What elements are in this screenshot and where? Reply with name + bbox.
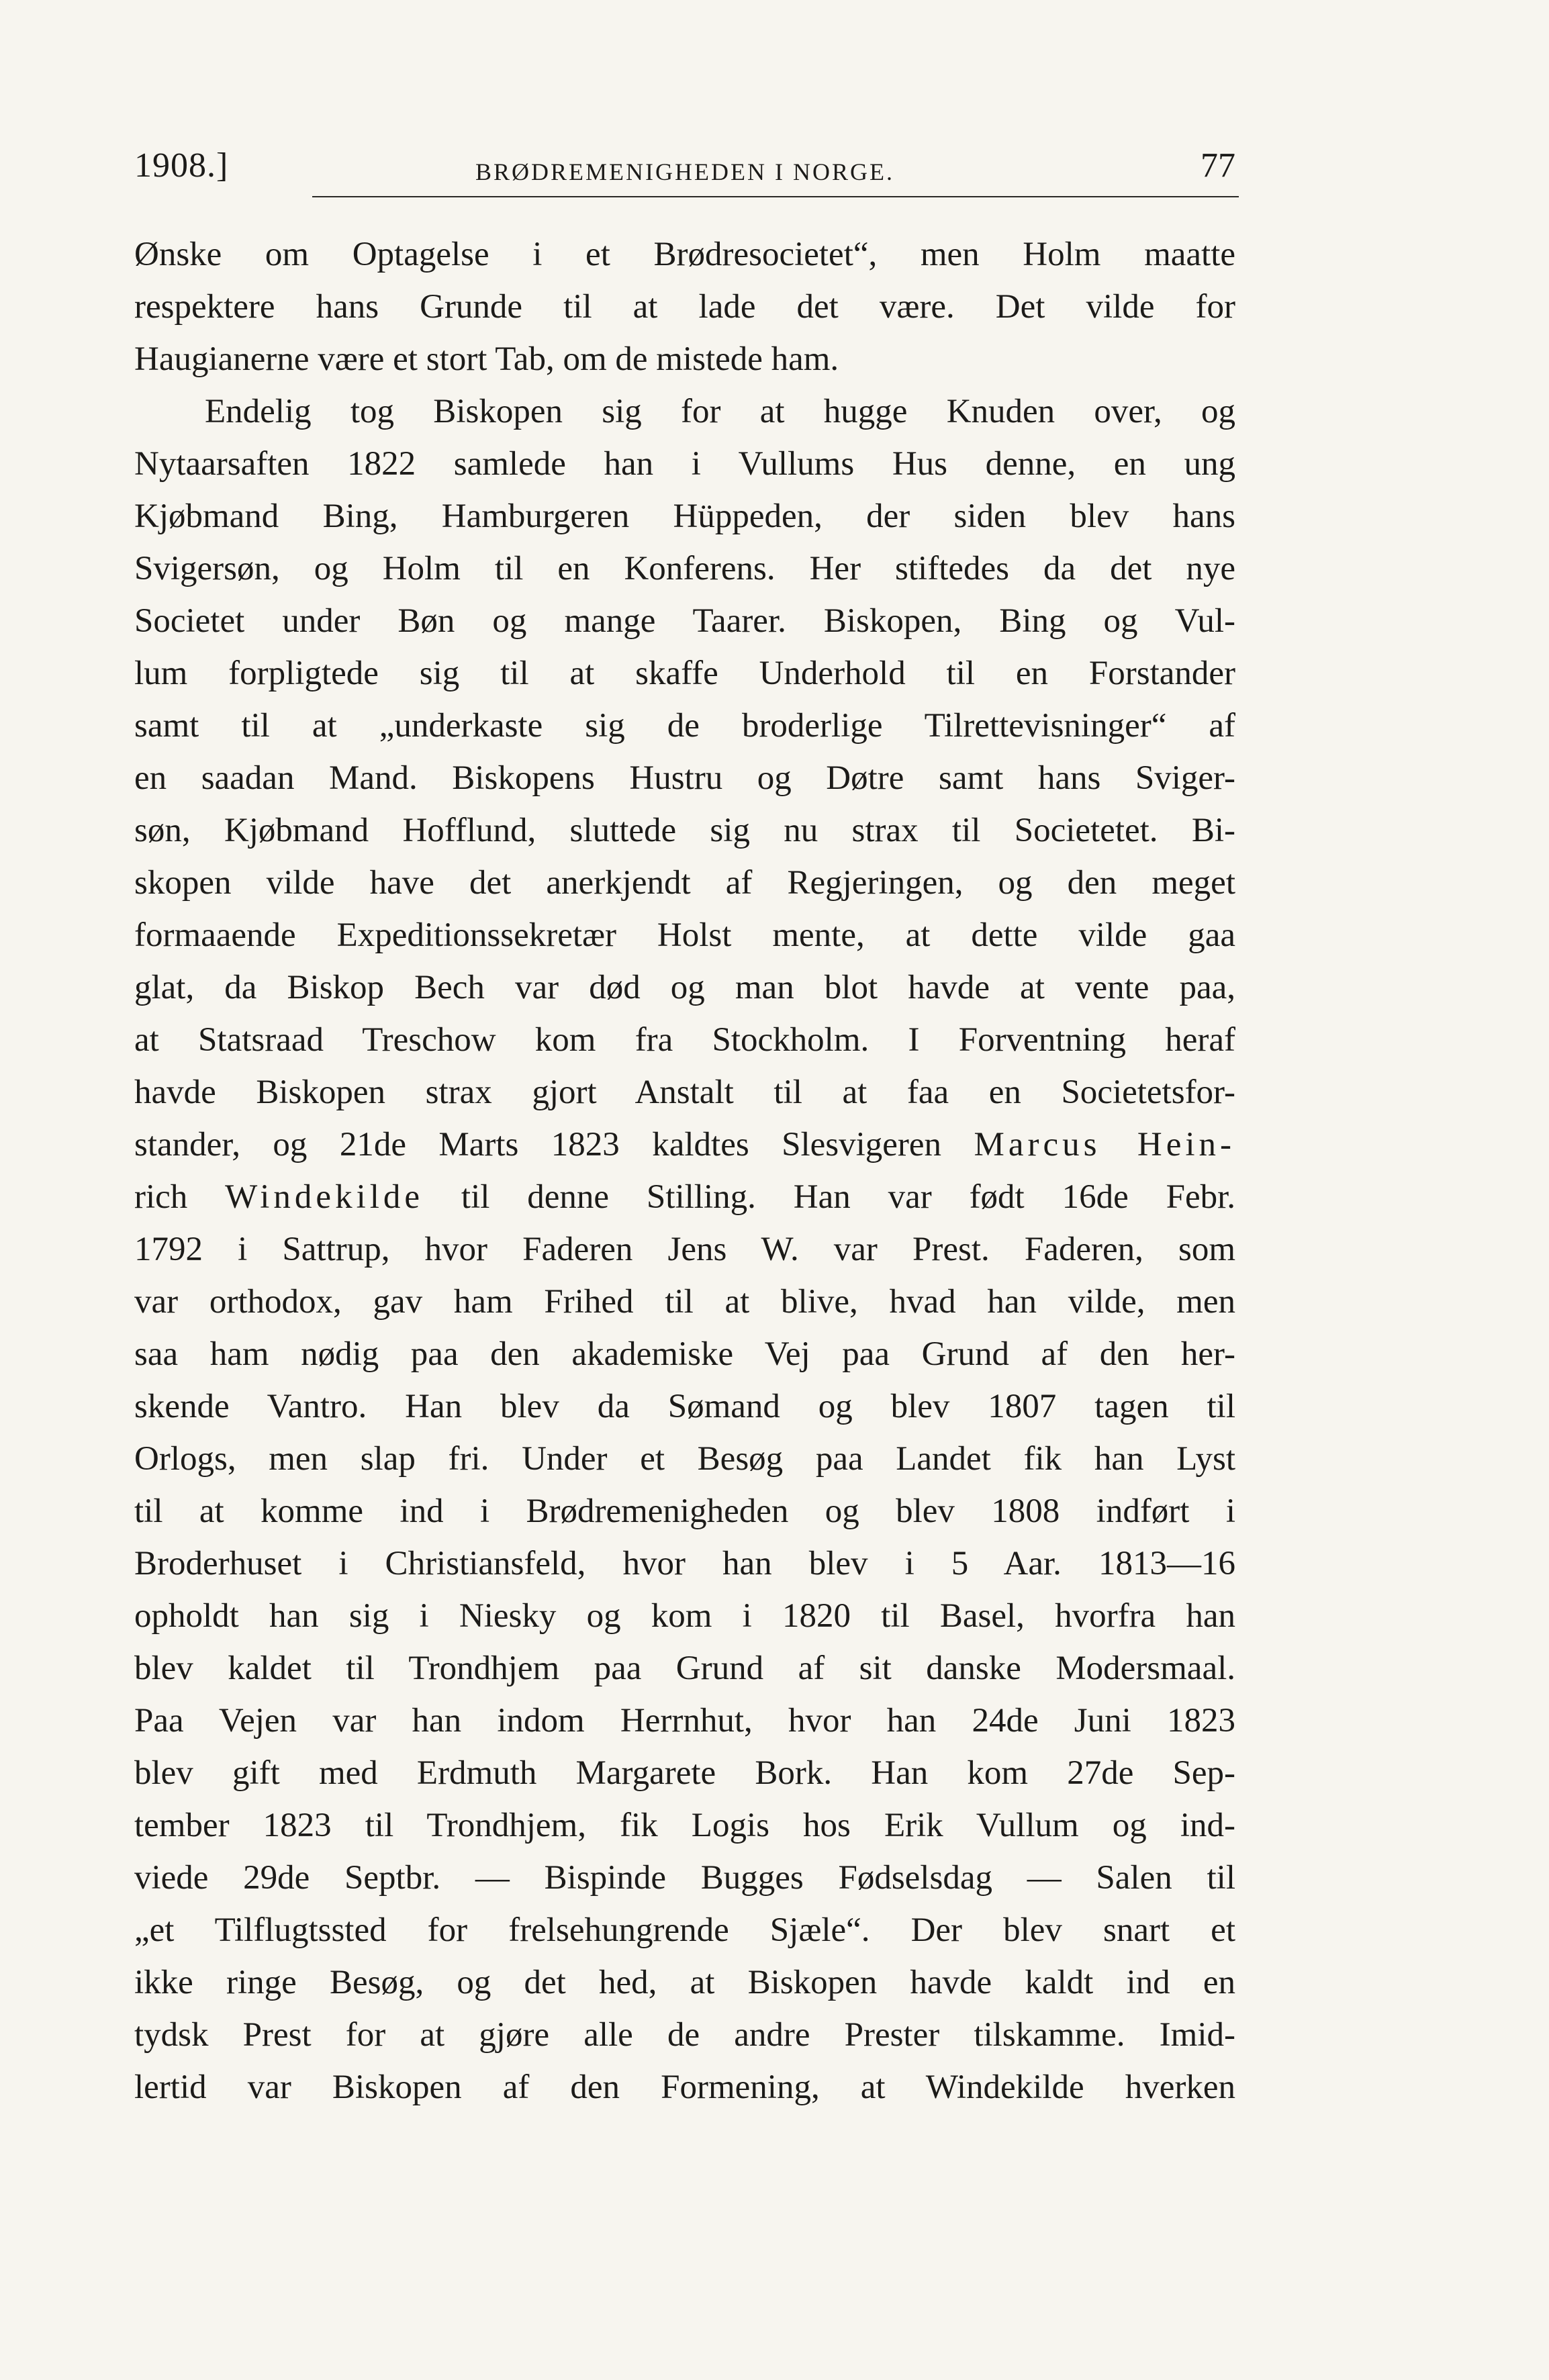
page-header [134, 138, 1235, 198]
text-line: Haugianerne være et stort Tab, om de mistede ham. [134, 340, 839, 378]
text-line: „et Tilflugtssted for frelsehungrende Sjæle“. Der blev snart et [134, 1911, 1235, 1949]
text-line: søn, Kjøbmand Hofflund, sluttede sig nu strax til Societetet. Bi- [134, 812, 1235, 849]
text-fragment: stander, og 21de Marts 1823 kaldtes Slesvigeren [134, 1126, 942, 1163]
text-line: blev gift med Erdmuth Margarete Bork. Han kom 27de Sep- [134, 1754, 1235, 1792]
text-line: formaaende Expeditionssekretær Holst mente, at dette vilde gaa [134, 916, 1235, 954]
body-text [134, 228, 1235, 2113]
text-line: Kjøbmand Bing, Hamburgeren Hüppeden, der siden blev hans [134, 497, 1235, 535]
text-line: Ønske om Optagelse i et Brødresocietet“, men Holm maatte [134, 236, 1235, 273]
text-line: skopen vilde have det anerkjendt af Regjeringen, og den meget [134, 864, 1235, 902]
text-line: Paa Vejen var han indom Herrnhut, hvor han 24de Juni 1823 [134, 1702, 1235, 1740]
text-line: samt til at „underkaste sig de broderlige Tilrettevisninger“ af [134, 707, 1235, 745]
text-line: 1792 i Sattrup, hvor Faderen Jens W. var Prest. Faderen, som [134, 1231, 1235, 1268]
person-name-spaced: Windekilde [225, 1178, 424, 1216]
text-line: Endelig tog Biskopen sig for at hugge Knuden over, og [205, 393, 1235, 430]
text-line: lertid var Biskopen af den Formening, at Windekilde hverken [134, 2068, 1235, 2106]
text-line: ikke ringe Besøg, og det hed, at Biskopen havde kaldt ind en [134, 1964, 1235, 2001]
text-line: lum forpligtede sig til at skaffe Underhold til en Forstander [134, 655, 1235, 692]
text-line: respektere hans Grunde til at lade det være. Det vilde for [134, 288, 1235, 326]
text-line: til at komme ind i Brødremenigheden og blev 1808 indført i [134, 1492, 1235, 1530]
text-line: saa ham nødig paa den akademiske Vej paa Grund af den her- [134, 1335, 1235, 1373]
text-fragment: til denne Stilling. Han var født 16de Febr. [461, 1178, 1235, 1216]
text-line: Orlogs, men slap fri. Under et Besøg paa Landet fik han Lyst [134, 1440, 1235, 1478]
text-line: blev kaldet til Trondhjem paa Grund af sit danske Modersmaal. [134, 1650, 1235, 1687]
text-line [134, 1118, 1235, 1171]
page-number: 77 [1201, 146, 1235, 185]
running-title: BRØDREMENIGHEDEN I NORGE. [475, 158, 894, 185]
text-fragment: rich [134, 1178, 188, 1216]
text-line: at Statsraad Treschow kom fra Stockholm. I Forventning heraf [134, 1021, 1235, 1059]
text-line: havde Biskopen strax gjort Anstalt til at faa en Societetsfor- [134, 1074, 1235, 1111]
text-line: viede 29de Septbr. — Bispinde Bugges Fødselsdag — Salen til [134, 1859, 1235, 1897]
text-line: glat, da Biskop Bech var død og man blot havde at vente paa, [134, 969, 1235, 1006]
text-line: Svigersøn, og Holm til en Konferens. Her stiftedes da det nye [134, 550, 1235, 587]
text-line: opholdt han sig i Niesky og kom i 1820 til Basel, hvorfra han [134, 1597, 1235, 1635]
text-line: Nytaarsaften 1822 samlede han i Vullums Hus denne, en ung [134, 445, 1235, 483]
text-line: en saadan Mand. Biskopens Hustru og Døtre samt hans Sviger- [134, 759, 1235, 797]
text-line: Broderhuset i Christiansfeld, hvor han blev i 5 Aar. 1813—16 [134, 1545, 1235, 1582]
text-line: tember 1823 til Trondhjem, fik Logis hos Erik Vullum og ind- [134, 1807, 1235, 1844]
text-line: tydsk Prest for at gjøre alle de andre Prester tilskamme. Imid- [134, 2016, 1235, 2054]
header-rule [312, 196, 1239, 197]
text-line: Societet under Bøn og mange Taarer. Biskopen, Bing og Vul- [134, 602, 1235, 640]
text-line: var orthodox, gav ham Frihed til at blive, hvad han vilde, men [134, 1283, 1235, 1321]
text-line: skende Vantro. Han blev da Sømand og blev 1807 tagen til [134, 1388, 1235, 1425]
text-line [134, 1171, 1235, 1223]
header-year: 1908.] [134, 146, 229, 185]
person-name-spaced: Marcus Hein- [974, 1126, 1235, 1163]
